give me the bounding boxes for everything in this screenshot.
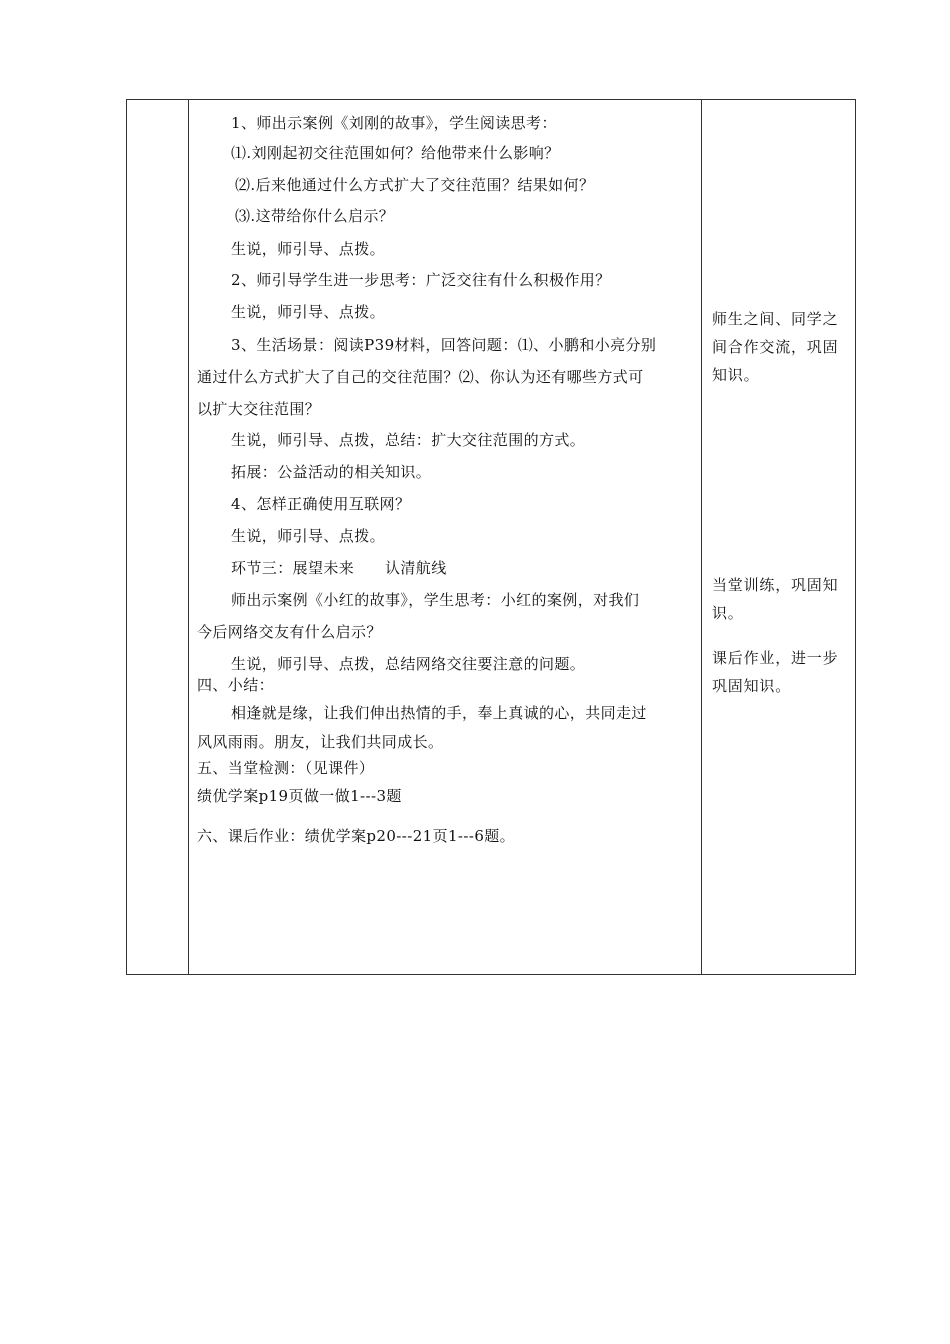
case-line: 师出示案例《小红的故事》，学生思考：小红的案例，对我们 bbox=[231, 591, 640, 609]
activity-2-line: 2、师引导学生进一步思考：广泛交往有什么积极作用？ bbox=[231, 271, 611, 289]
activity-3-line: 以扩大交往范围？ bbox=[197, 400, 321, 418]
guidance-line: 生说，师引导、点拨，总结网络交往要注意的问题。 bbox=[231, 655, 586, 673]
check-heading: 五、当堂检测：（见课件） bbox=[197, 759, 375, 777]
extension-line: 拓展：公益活动的相关知识。 bbox=[231, 463, 432, 481]
activity-4-line: 4、怎样正确使用互联网？ bbox=[231, 495, 411, 513]
case-line: 今后网络交友有什么启示？ bbox=[197, 623, 382, 641]
homework-note: 课后作业，进一步巩固知识。 bbox=[712, 649, 839, 695]
summary-text-line: 风风雨雨。朋友，让我们共同成长。 bbox=[197, 733, 444, 751]
activity-3-line: 通过什么方式扩大了自己的交往范围？⑵、你认为还有哪些方式可 bbox=[197, 368, 644, 386]
column-divider bbox=[701, 100, 702, 974]
activity-1-line: 1、师出示案例《刘刚的故事》，学生阅读思考： bbox=[231, 114, 557, 132]
check-line: 绩优学案p19页做一做1---3题 bbox=[197, 787, 402, 805]
guidance-line: 生说，师引导、点拨。 bbox=[231, 240, 386, 258]
activity-3-line: 3、生活场景：阅读P39材料，回答问题：⑴、小鹏和小亮分别 bbox=[231, 336, 657, 354]
section-3-heading: 环节三：展望未来 认清航线 bbox=[231, 559, 447, 577]
column-divider bbox=[188, 100, 189, 974]
summary-heading: 四、小结： bbox=[197, 676, 275, 694]
guidance-line: 生说，师引导、点拨。 bbox=[231, 303, 386, 321]
summary-text-line: 相逢就是缘，让我们伸出热情的手，奉上真诚的心，共同走过 bbox=[231, 704, 647, 722]
lesson-plan-table bbox=[126, 99, 856, 975]
question-1-line: ⑴.刘刚起初交往范围如何？给他带来什么影响？ bbox=[231, 144, 560, 162]
homework-line: 六、课后作业：绩优学案p20---21页1---6题。 bbox=[197, 827, 516, 845]
question-2-line: ⑵.后来他通过什么方式扩大了交往范围？结果如何？ bbox=[235, 176, 595, 194]
summary-line: 生说，师引导、点拨，总结：扩大交往范围的方式。 bbox=[231, 431, 586, 449]
question-3-line: ⑶.这带给你什么启示？ bbox=[235, 207, 395, 225]
cooperation-note: 师生之间、同学之间合作交流，巩固知识。 bbox=[712, 310, 839, 384]
guidance-line: 生说，师引导、点拨。 bbox=[231, 527, 386, 545]
practice-note: 当堂训练，巩固知识。 bbox=[712, 576, 839, 622]
